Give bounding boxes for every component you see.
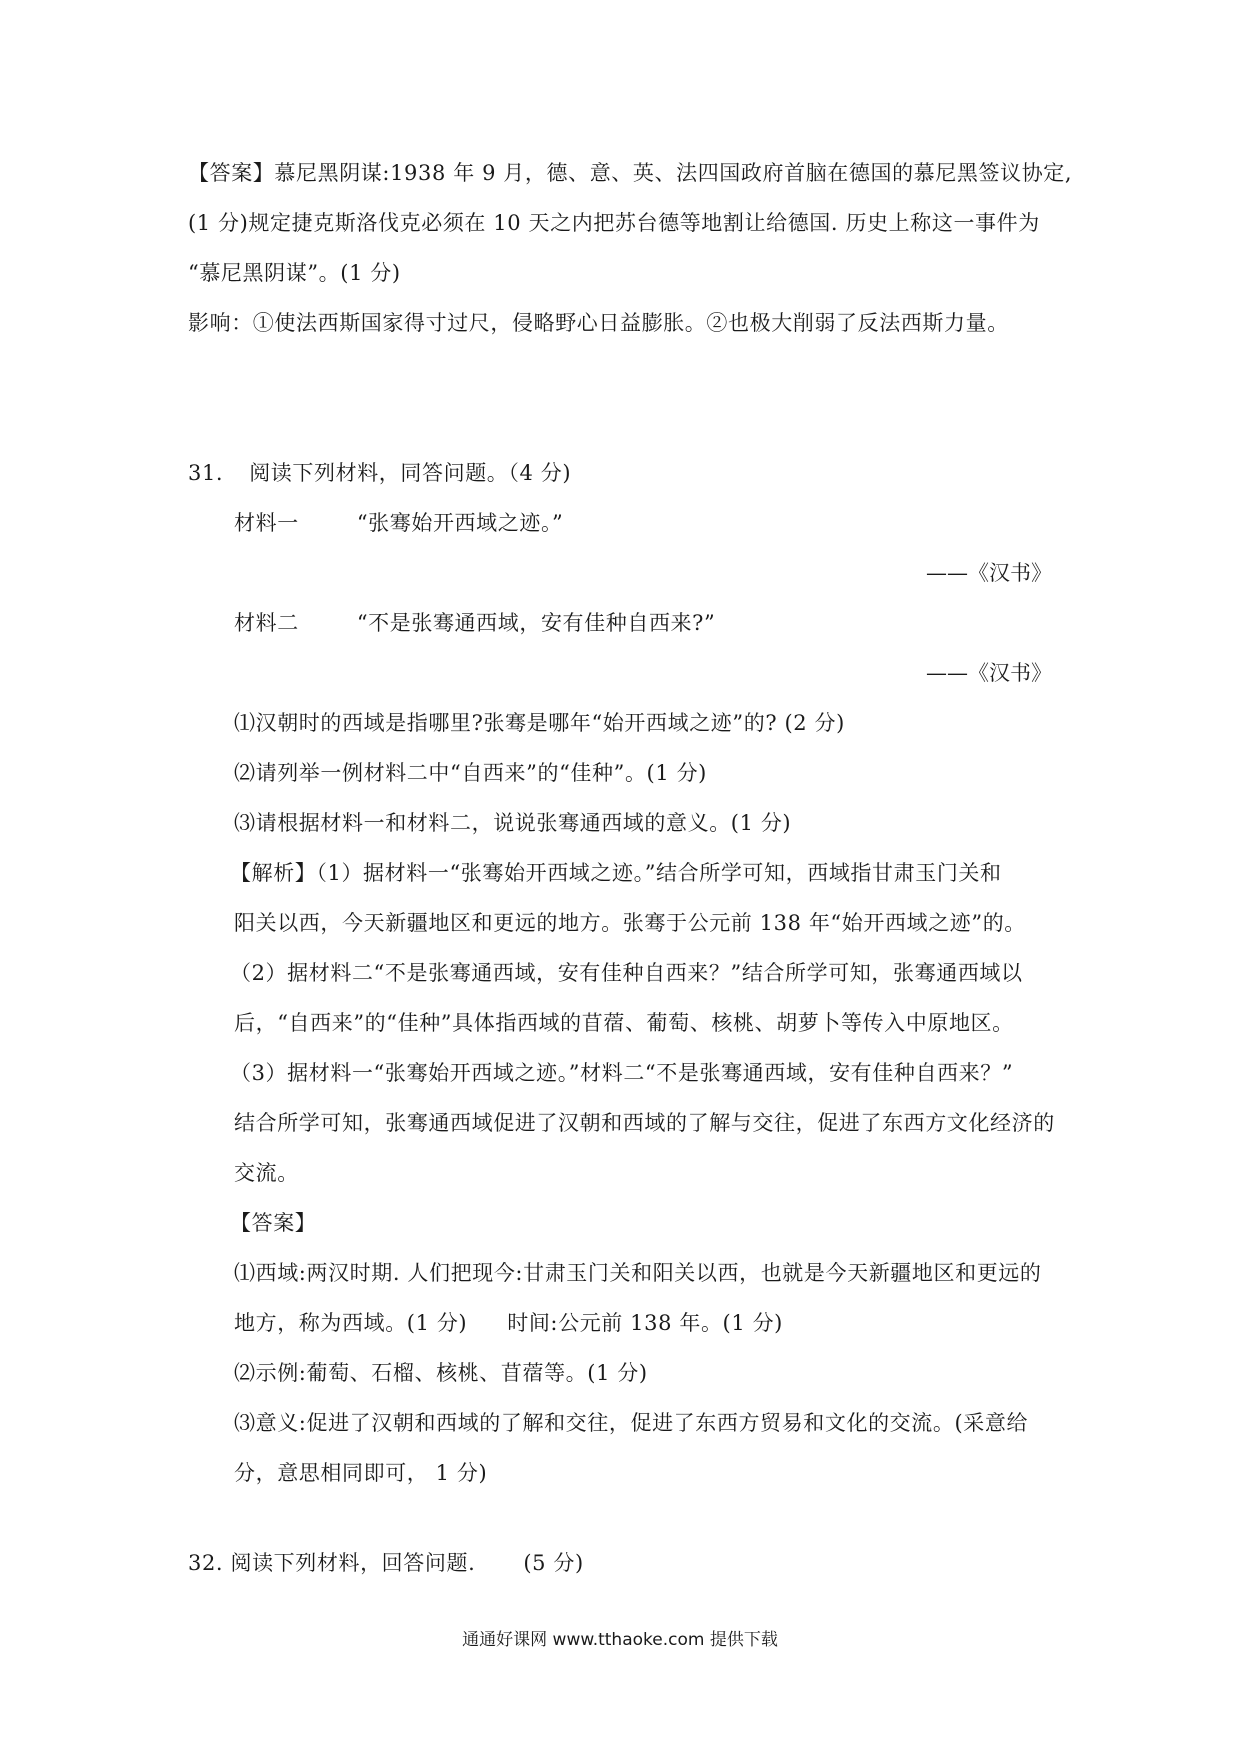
prev-answer-line-3: “慕尼黑阴谋”。(1 分) (188, 261, 401, 285)
prev-answer-impact: 影响：①使法西斯国家得寸过尺，侵略野心日益膨胀。②也极大削弱了反法西斯力量。 (188, 311, 1009, 335)
material-2-source: ——《汉书》 (926, 661, 1052, 685)
sub-question-2: ⑵请列举一例材料二中“自西来”的“佳种”。(1 分) (234, 761, 707, 785)
prev-answer-line-1: 【答案】慕尼黑阴谋:1938 年 9 月，德、意、英、法四国政府首脑在德国的慕尼黑签议协定, (188, 161, 1073, 185)
question-32-stem: 32. 阅读下列材料，回答问题. (188, 1551, 476, 1575)
question-32-header (188, 1548, 584, 1578)
analysis-line-5: （3）据材料一“张骞始开西域之迹。”材料二“不是张骞通西域，安有佳种自西来？” (230, 1061, 1014, 1085)
analysis-line-7: 交流。 (234, 1161, 299, 1185)
answer-line-1: ⑴西域:两汉时期. 人们把现今:甘肃玉门关和阳关以西，也就是今天新疆地区和更远的 (234, 1261, 1042, 1285)
footer-source: 通通好课网 www.tthaoke.com 提供下载 (462, 1630, 778, 1650)
sub-question-3: ⑶请根据材料一和材料二，说说张骞通西域的意义。(1 分) (234, 811, 792, 835)
question-number: 31. (188, 461, 224, 485)
answer-label: 【答案】 (230, 1211, 317, 1235)
material-2-label: 材料二 (234, 611, 299, 635)
material-1-label: 材料一 (234, 511, 299, 535)
question-31-header (188, 458, 571, 488)
answer-line-3: ⑵示例:葡萄、石榴、核桃、苜蓿等。(1 分) (234, 1361, 648, 1385)
analysis-line-1: 【解析】（1）据材料一“张骞始开西域之迹。”结合所学可知，西域指甘肃玉门关和 (230, 861, 1002, 885)
analysis-line-6: 结合所学可知，张骞通西域促进了汉朝和西域的了解与交往，促进了东西方文化经济的 (234, 1111, 1055, 1135)
material-1 (234, 508, 563, 538)
analysis-line-4: 后，“自西来”的“佳种”具体指西域的苜蓿、葡萄、核桃、胡萝卜等传入中原地区。 (234, 1011, 1014, 1035)
analysis-line-3: （2）据材料二“不是张骞通西域，安有佳种自西来？”结合所学可知，张骞通西域以 (230, 961, 1023, 985)
answer-line-2 (234, 1308, 783, 1338)
prev-answer-line-2: (1 分)规定捷克斯洛伐克必须在 10 天之内把苏台德等地割让给德国. 历史上称这一事件为 (188, 211, 1040, 235)
answer-line-2-b: 时间:公元前 138 年。(1 分) (507, 1311, 783, 1335)
answer-line-5: 分，意思相同即可， 1 分) (234, 1461, 488, 1485)
material-2 (234, 608, 715, 638)
material-1-text: “张骞始开西域之迹。” (356, 511, 564, 535)
question-stem: 阅读下列材料，同答问题。（4 分) (249, 461, 572, 485)
question-32-score: (5 分) (523, 1551, 584, 1575)
answer-line-2-a: 地方，称为西域。(1 分) (234, 1311, 468, 1335)
analysis-line-2: 阳关以西，今天新疆地区和更远的地方。张骞于公元前 138 年“始开西域之迹”的。 (234, 911, 1026, 935)
answer-line-4: ⑶意义:促进了汉朝和西域的了解和交往，促进了东西方贸易和文化的交流。(采意给 (234, 1411, 1029, 1435)
material-2-text: “不是张骞通西域，安有佳种自西来?” (356, 611, 716, 635)
material-1-source: ——《汉书》 (926, 561, 1052, 585)
sub-question-1: ⑴汉朝时的西域是指哪里?张骞是哪年“始开西域之迹”的? (2 分) (234, 711, 845, 735)
